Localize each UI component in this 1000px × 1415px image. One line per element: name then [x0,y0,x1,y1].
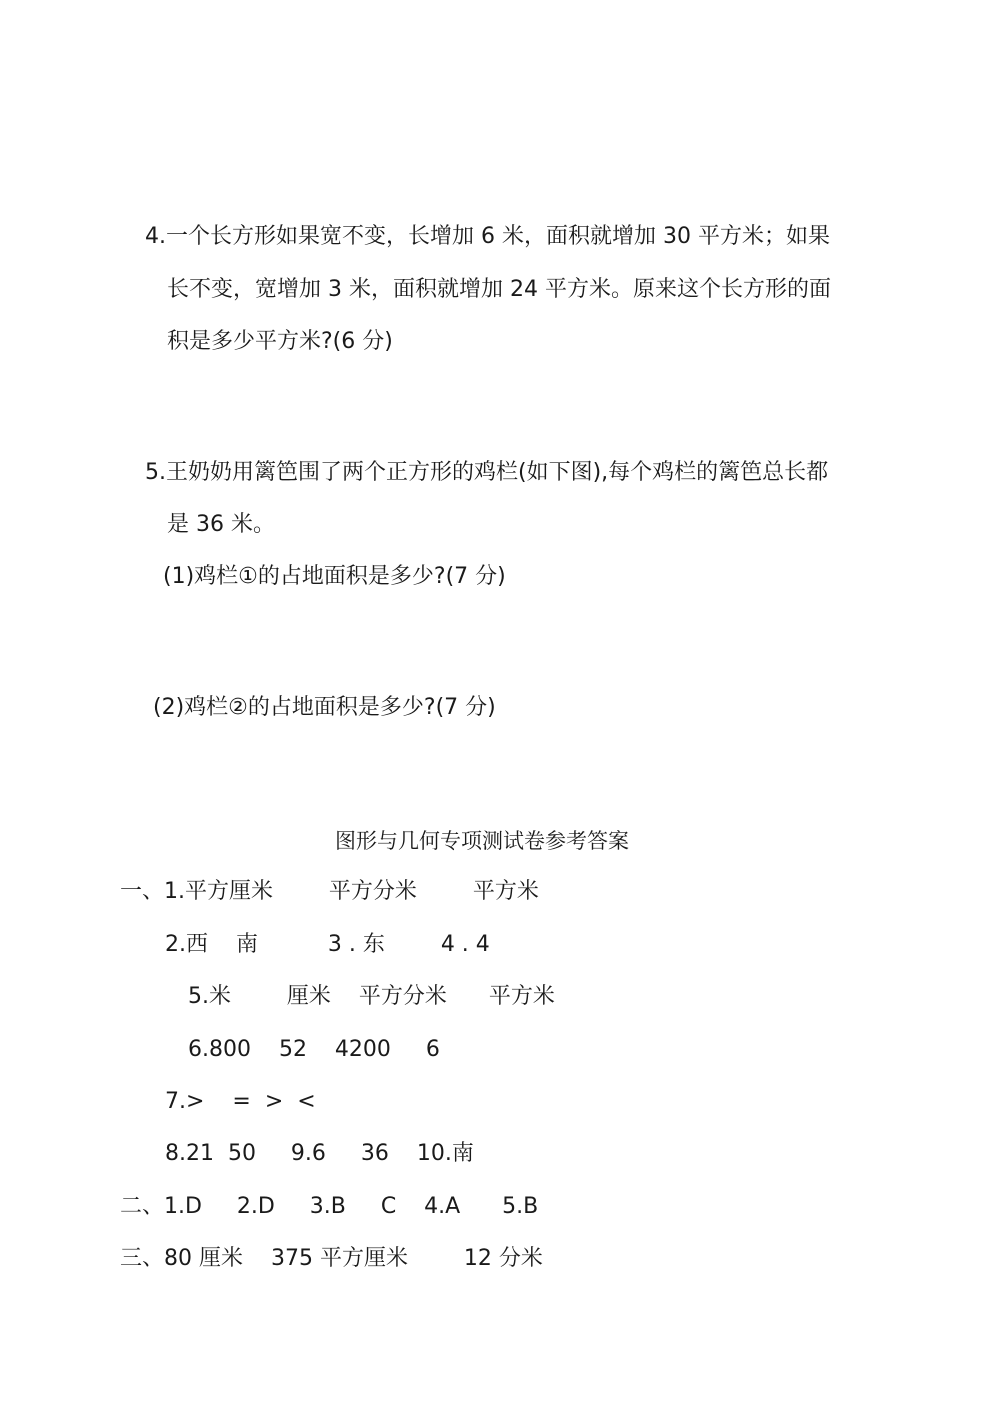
q5-part-1: (1)鸡栏①的占地面积是多少?(7 分) [163,564,506,589]
q5-line-1: 5.王奶奶用篱笆围了两个正方形的鸡栏(如下图),每个鸡栏的篱笆总长都 [145,460,829,485]
q5-part-2: (2)鸡栏②的占地面积是多少?(7 分) [153,695,496,720]
answer-1-1: 一、1.平方厘米 平方分米 平方米 [120,879,539,904]
answer-1-6: 6.800 52 4200 6 [188,1037,440,1062]
q4-line-1: 4.一个长方形如果宽不变，长增加 6 米，面积就增加 30 平方米；如果 [145,224,830,249]
answer-1-8: 8.21 50 9.6 36 10.南 [165,1141,474,1166]
answer-section-2: 二、1.D 2.D 3.B C 4.A 5.B [120,1194,539,1219]
q4-line-3: 积是多少平方米?(6 分) [167,329,393,354]
answer-1-2: 2.西 南 3 . 东 4 . 4 [165,932,490,957]
q4-line-2: 长不变，宽增加 3 米，面积就增加 24 平方米。原来这个长方形的面 [167,277,831,302]
q5-line-2: 是 36 米。 [167,512,275,537]
answer-1-5: 5.米 厘米 平方分米 平方米 [188,984,555,1009]
answer-1-7: 7.> = > < [165,1089,316,1114]
answer-section-3: 三、80 厘米 375 平方厘米 12 分米 [120,1246,543,1271]
answer-key-title: 图形与几何专项测试卷参考答案 [335,829,629,853]
